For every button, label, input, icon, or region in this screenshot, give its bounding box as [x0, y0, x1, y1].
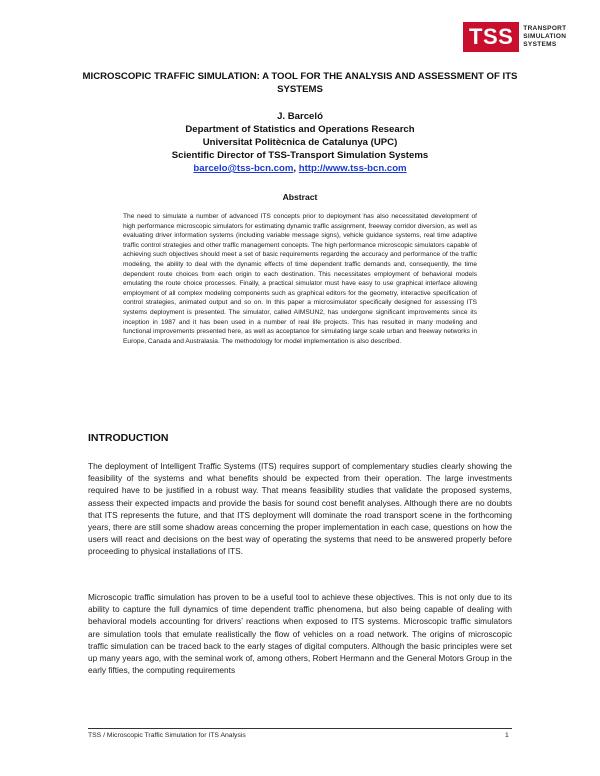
abstract-heading: Abstract — [282, 192, 318, 202]
email-link[interactable]: barcelo@tss-bcn.com — [193, 163, 294, 174]
logo-mark: TSS — [463, 22, 519, 52]
author-university: Universitat Politècnica de Catalunya (UPC) — [202, 137, 398, 148]
author-role: Scientific Director of TSS-Transport Simulation Systems — [171, 150, 429, 161]
website-link[interactable]: http://www.tss-bcn.com — [298, 163, 407, 174]
logo-wordmark — [523, 25, 566, 49]
footer-running-title: TSS / Microscopic Traffic Simulation for ITS Analysis — [88, 732, 246, 739]
page-number: 1 — [505, 732, 509, 739]
author-name: J. Barceló — [277, 111, 323, 122]
introduction-heading: INTRODUCTION — [88, 432, 169, 444]
abstract-text: The need to simulate a number of advanced ITS concepts prior to deployment has also necessitated development of high performance microscopic simulators for estimating dynamic traffic assignment, freeway corridor diversion, as well as evaluating driver information systems (including variable message signs), vehicle guidance systems, real time adaptive traffic control strategies and other traffic management concepts. The high performance microscopic simulators capable of achieving such objectives should meet a set of basic requirements regarding the accuracy and performance of the traffic modeling, the ability to deal with the dynamic effects of time dependent traffic demands and, consequently, the time dependent route choices from each origin to each destination. This necessitates employment of behavioral models emulating the route choice processes. Finally, a practical simulator must have easy to use graphical interface allowing employment of all complex modeling components such as graphical editors for the geometry, interactive specification of control strategies, animated output and so on. In this paper a microsimulator specifically designed for assessing ITS systems deployment is presented. The simulator, called AIMSUN2, has undergone significant improvements since its inception in 1987 and it has been used in a number of real life projects. This has resulted in many modeling and functional improvements presented here, as well as acceptance for simulating large scale urban and freeway networks in Europe, Canada and Australasia. The methodology for model implementation is also described. — [123, 213, 477, 345]
introduction-paragraph-2: Microscopic traffic simulation has proven to be a useful tool to achieve these objectives. This is not only due to its ability to capture the full dynamics of time dependent traffic phenomena, but also being capable of dealing with behavioral models accounting for drivers’ reactions when exposed to ITS systems. Microscopic traffic simulators are simulation tools that emulate realistically the flow of vehicles on a road network. The origins of microscopic traffic simulation can be traced back to the early stages of digital computers. Although the basic principles were set up many years ago, with the seminal work of, among others, Robert Hermann and the General Motors Group in the early fifties, the computing requirements — [88, 592, 512, 676]
author-contact — [80, 162, 520, 175]
footer-divider — [88, 728, 512, 729]
contact-separator: , — [293, 163, 299, 174]
paper-title: MICROSCOPIC TRAFFIC SIMULATION: A TOOL FOR THE ANALYSIS AND ASSESSMENT OF ITS SYSTEMS — [82, 71, 518, 95]
author-block — [80, 110, 520, 175]
logo-line-1: TRANSPORT — [523, 25, 567, 32]
introduction-paragraph-1: The deployment of Intelligent Traffic Systems (ITS) requires support of complementary studies clearly showing the feasibility of the systems and what benefits should be expected from their operation. The large investments required have to be justified in a robust way. That means feasibility studies that validate the proposed systems, assess their expected impacts and provide the basis for sound cost benefit analyses. Although there are no doubts that ITS represents the future, and that ITS deployment will dominate the road transport scene in the forthcoming years, there are still some shadow areas concerning the proper implementation in each case, questions on how the users will react and decisions on the best way of operating the systems that need to be answered properly before proceeding to physical installations of ITS. — [88, 461, 512, 557]
author-department: Department of Statistics and Operations Research — [185, 124, 415, 135]
logo-line-3: SYSTEMS — [523, 41, 557, 48]
logo-line-2: SIMULATION — [523, 33, 567, 40]
tss-logo — [463, 22, 566, 52]
